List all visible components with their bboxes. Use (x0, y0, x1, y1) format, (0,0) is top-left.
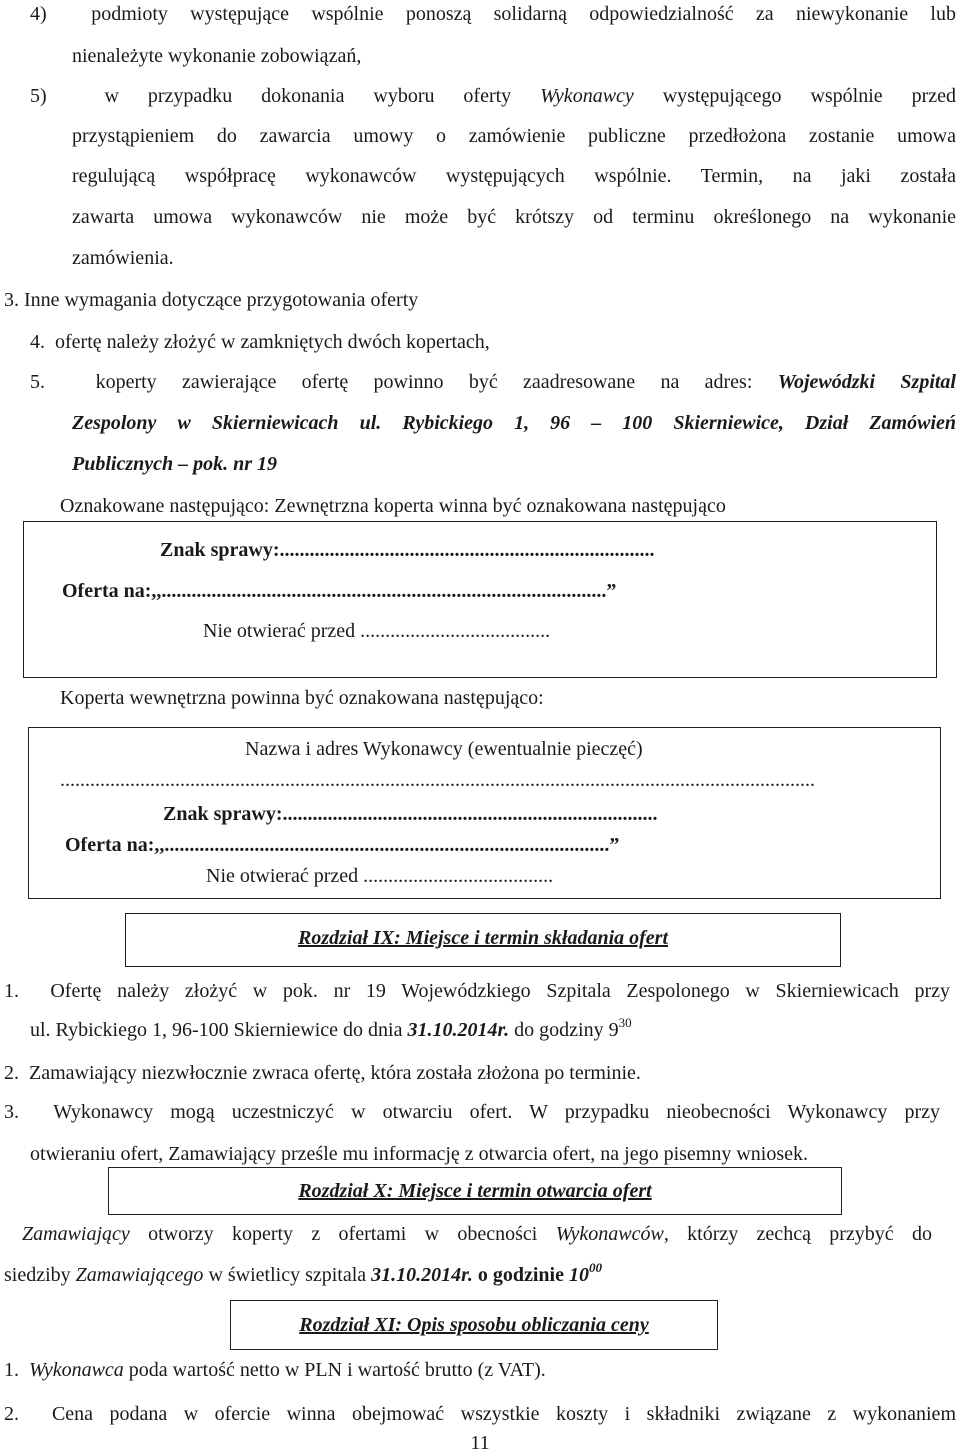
emphasis-wykonawcy: Wykonawcy (540, 85, 634, 107)
inner-envelope-znak-sprawy: Znak sprawy:........................................................................... (163, 803, 658, 825)
chapter-10-line-1: Zamawiający otworzy koperty z ofertami w obecności Wykonawców, którzy zechcą przybyć do (22, 1223, 932, 1245)
section-3-item-5-line-2: Zespolony w Skierniewicach ul. Rybickiego 1, 96 – 100 Skierniewice, Dział Zamówień (72, 412, 956, 434)
chapter-10-line-2: siedziby Zamawiającego w świetlicy szpitala 31.10.2014r. o godzinie $10^{00}$ (4, 1260, 602, 1286)
outer-envelope-znak-sprawy: Znak sprawy:........................................................................... (160, 539, 655, 561)
outer-envelope-nie-otwierac: Nie otwierać przed ...................................... (203, 620, 551, 642)
chapter-9-item-3-line-1: 3. Wykonawcy mogą uczestniczyć w otwarciu ofert. W przypadku nieobecności Wykonawcy przy (4, 1101, 940, 1123)
list-item-4-line-1: 4) podmioty występujące wspólnie ponoszą solidarną odpowiedzialność za niewykonanie lub (30, 3, 956, 25)
chapter-10-title: Rozdział X: Miejsce i termin otwarcia ofert (298, 1180, 652, 1202)
inner-envelope-intro: Koperta wewnętrzna powinna być oznakowana następująco: (60, 687, 544, 709)
page-number: 11 (470, 1432, 490, 1454)
chapter-9-item-3-line-2: otwieraniu ofert, Zamawiający prześle mu informację z otwarcia ofert, na jego pisemny wniosek. (30, 1143, 809, 1165)
section-3-item-5-line-3: Publicznych – pok. nr 19 (72, 453, 278, 475)
section-3-item-4: 4. ofertę należy złożyć w zamkniętych dwóch kopertach, (30, 331, 490, 353)
inner-envelope-dots: ....................................................................................................................................................... (60, 770, 815, 790)
section-3-heading: 3. Inne wymagania dotyczące przygotowania oferty (4, 289, 419, 311)
list-item-5-line-3: regulującą współpracę wykonawców występujących wspólnie. Termin, na jaki została (72, 165, 956, 187)
list-item-4-line-2: nienależyte wykonanie zobowiązań, (72, 45, 362, 67)
chapter-11-item-1: 1. Wykonawca poda wartość netto w PLN i wartość brutto (z VAT). (4, 1359, 546, 1381)
list-item-5-line-2: przystąpieniem do zawarcia umowy o zamówienie publiczne przedłożona zostanie umowa (72, 125, 956, 147)
submission-date: 31.10.2014r. (407, 1019, 510, 1041)
outer-envelope-oferta-na: Oferta na:,,.........................................................................................” (62, 580, 617, 602)
list-item-5-line-4: zawarta umowa wykonawców nie może być krótszy od terminu określonego na wykonanie (72, 206, 956, 228)
outer-envelope-intro: Oznakowane następująco: Zewnętrzna koperta winna być oznakowana następująco (60, 495, 726, 517)
chapter-9-title: Rozdział IX: Miejsce i termin składania ofert (297, 927, 669, 949)
section-3-item-5-line-1: 5. koperty zawierające ofertę powinno być zaadresowane na adres: Wojewódzki Szpital (30, 371, 956, 393)
chapter-9-item-1-line-1: 1. Ofertę należy złożyć w pok. nr 19 Wojewódzkiego Szpitala Zespolonego w Skierniewicach przy (4, 980, 950, 1002)
chapter-9-item-2: 2. Zamawiający niezwłocznie zwraca ofertę, która została złożona po terminie. (4, 1062, 641, 1084)
inner-envelope-oferta-na: Oferta na:,,.........................................................................................” (65, 834, 620, 856)
list-item-5-line-5: zamówienia. (72, 247, 174, 269)
list-item-5-line-1: 5) w przypadku dokonania wyboru oferty Wykonawcy występującego wspólnie przed (30, 85, 957, 107)
chapter-11-item-2: 2. Cena podana w ofercie winna obejmować wszystkie koszty i składniki związane z wykonaniem (4, 1403, 956, 1425)
inner-envelope-nie-otwierac: Nie otwierać przed ...................................... (206, 865, 554, 887)
opening-date: 31.10.2014r. (371, 1264, 473, 1286)
inner-envelope-nazwa: Nazwa i adres Wykonawcy (ewentualnie pieczęć) (245, 738, 643, 760)
chapter-9-item-1-line-2: ul. Rybickiego 1, 96-100 Skierniewice do dnia 31.10.2014r. do godziny $9^{30}$ (30, 1015, 632, 1041)
chapter-11-title: Rozdział XI: Opis sposobu obliczania ceny (299, 1314, 649, 1336)
